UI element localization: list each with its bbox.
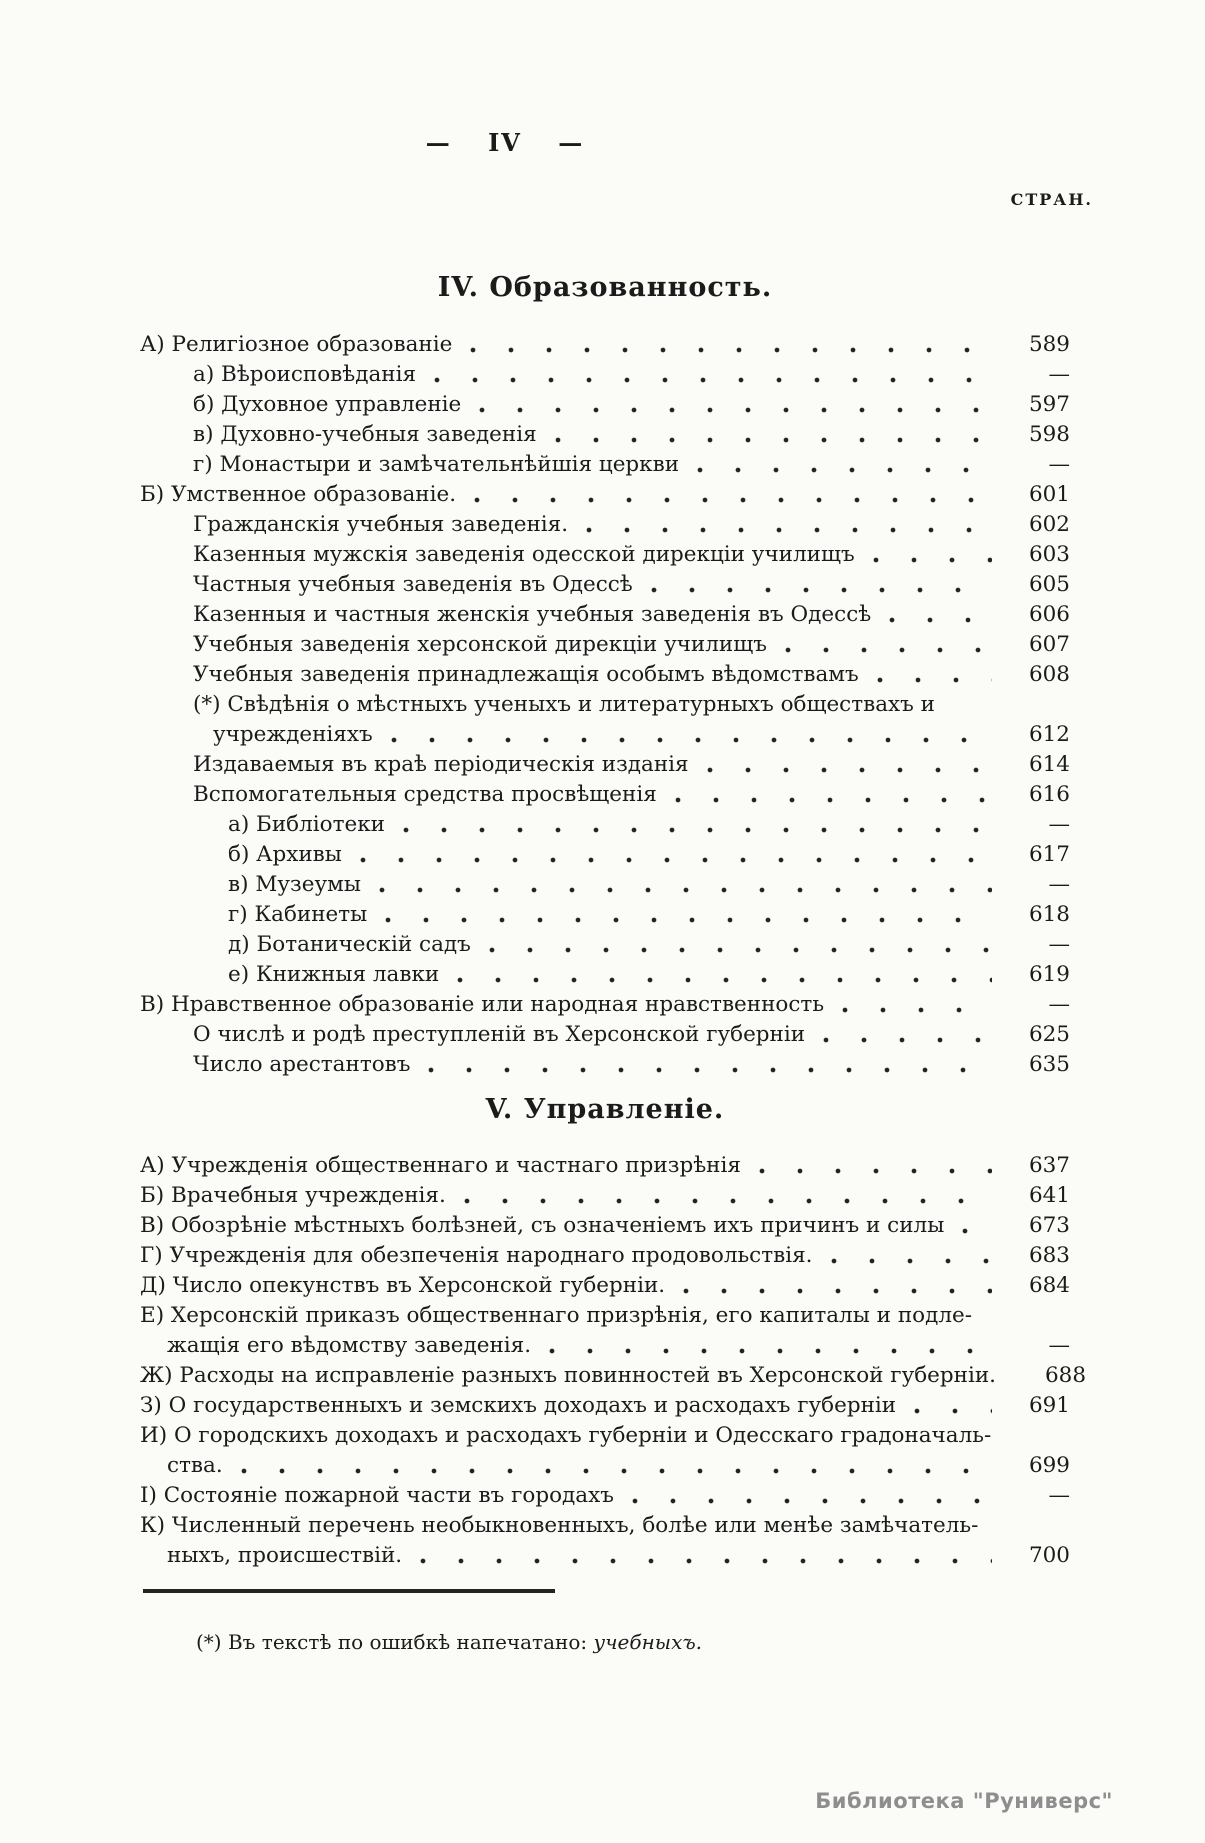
page-number: 602 xyxy=(1028,512,1070,537)
footnote-marker: (*) xyxy=(196,1630,228,1654)
page-number: — xyxy=(1048,362,1070,387)
toc-entry xyxy=(140,1511,1070,1541)
toc-entry xyxy=(140,990,1070,1020)
page-number: 605 xyxy=(1028,572,1070,597)
entry-label: Учебныя заведенія принадлежащія особымъ вѣдомствамъ xyxy=(193,662,859,687)
page-number: 607 xyxy=(1028,632,1070,657)
dot-leader xyxy=(468,497,992,503)
page-number: 589 xyxy=(1028,332,1070,357)
toc-entry xyxy=(140,720,1070,750)
entry-label: ныхъ, происшествій. xyxy=(167,1543,403,1568)
toc-entry xyxy=(140,840,1070,870)
entry-label: Б) Умственное образованіе. xyxy=(140,482,457,507)
entry-label: Е) Херсонскій приказъ общественнаго призрѣнія, его капиталы и подле- xyxy=(140,1303,972,1328)
entry-label: З) О государственныхъ и земскихъ доходахъ и расходахъ губерніи xyxy=(140,1393,897,1418)
toc-section-iv xyxy=(140,330,1070,1080)
footnote-text: Въ текстѣ по ошибкѣ напечатано: xyxy=(227,1630,594,1654)
toc-entry xyxy=(140,570,1070,600)
toc-entry xyxy=(140,450,1070,480)
dot-leader xyxy=(825,1258,993,1264)
entry-label: Учебныя заведенія херсонской дирекціи училищъ xyxy=(193,632,767,657)
dot-leader xyxy=(883,617,992,623)
entry-label: К) Численный перечень необыкновенныхъ, болѣе или менѣе замѣчатель- xyxy=(140,1513,979,1538)
toc-entry xyxy=(140,600,1070,630)
toc-entry xyxy=(140,810,1070,840)
page-number: — xyxy=(1048,932,1070,957)
page-number: 619 xyxy=(1028,962,1070,987)
dot-leader xyxy=(691,467,992,473)
footnote xyxy=(196,1630,702,1654)
toc-entry xyxy=(140,330,1070,360)
dot-leader xyxy=(464,347,992,353)
entry-label: Б) Врачебныя учрежденія. xyxy=(140,1183,446,1208)
page-number: — xyxy=(1048,1333,1070,1358)
entry-label: Ж) Расходы на исправленіе разныхъ повинностей въ Херсонской губерніи. xyxy=(140,1363,997,1388)
toc-entry xyxy=(140,780,1070,810)
dot-leader xyxy=(354,857,992,863)
page-number: 699 xyxy=(1028,1453,1070,1478)
page-number: 637 xyxy=(1028,1153,1070,1178)
entry-label: Число арестантовъ xyxy=(193,1052,411,1077)
toc-entry xyxy=(140,1541,1070,1571)
toc-entry xyxy=(140,870,1070,900)
entry-label: в) Духовно-учебныя заведенія xyxy=(193,422,537,447)
toc-entry xyxy=(140,1421,1070,1451)
entry-label: а) Библіотеки xyxy=(228,812,385,837)
entry-label: в) Музеумы xyxy=(228,872,361,897)
entry-label: Вспомогательныя средства просвѣщенія xyxy=(193,782,657,807)
toc-entry xyxy=(140,540,1070,570)
section-title-obrazovannost: IV. Образованность. xyxy=(437,272,773,303)
toc-entry xyxy=(140,1211,1070,1241)
entry-label: жащія его вѣдомству заведенія. xyxy=(167,1333,532,1358)
dot-leader xyxy=(483,947,992,953)
page-number: 688 xyxy=(1044,1363,1087,1388)
dot-leader xyxy=(990,1528,992,1534)
entry-label: О числѣ и родѣ преступленій въ Херсонской губерніи xyxy=(193,1022,806,1047)
toc-entry xyxy=(140,1181,1070,1211)
toc-entry xyxy=(140,900,1070,930)
page-number: 598 xyxy=(1028,422,1070,447)
page-number: 700 xyxy=(1028,1543,1070,1568)
dot-leader xyxy=(984,1318,992,1324)
page-number: — xyxy=(1048,452,1070,477)
entry-label: Д) Число опекунствъ въ Херсонской губерніи. xyxy=(140,1273,666,1298)
dot-leader xyxy=(414,1558,992,1564)
page-number: 603 xyxy=(1028,542,1070,567)
entry-label: б) Духовное управленіе xyxy=(193,392,462,417)
entry-label: А) Религіозное образованіе xyxy=(140,332,453,357)
dot-leader xyxy=(956,1228,992,1234)
dot-leader xyxy=(645,587,992,593)
page-number: 618 xyxy=(1028,902,1070,927)
toc-entry xyxy=(140,660,1070,690)
dot-leader xyxy=(428,377,992,383)
entry-label: д) Ботаническій садъ xyxy=(228,932,471,957)
dot-leader xyxy=(458,1198,992,1204)
page-number: 616 xyxy=(1028,782,1070,807)
entry-label: Гражданскія учебныя заведенія. xyxy=(193,512,569,537)
library-watermark: Библиотека "Руниверс" xyxy=(815,1789,1113,1813)
toc-entry xyxy=(140,1481,1070,1511)
page-number: 614 xyxy=(1028,752,1070,777)
page-number: 625 xyxy=(1028,1022,1070,1047)
entry-label: І) Состояніе пожарной части въ городахъ xyxy=(140,1483,614,1508)
dot-leader xyxy=(908,1408,992,1414)
toc-entry xyxy=(140,960,1070,990)
pages-column-header: СТРАН. xyxy=(1010,190,1093,209)
toc-entry xyxy=(140,1301,1070,1331)
dot-leader xyxy=(543,1348,992,1354)
toc-entry xyxy=(140,390,1070,420)
entry-label: учрежденіяхъ xyxy=(213,722,373,747)
entry-label: ства. xyxy=(167,1453,223,1478)
page-number: 641 xyxy=(1028,1183,1070,1208)
dot-leader xyxy=(580,527,992,533)
dot-leader xyxy=(626,1498,992,1504)
entry-label: (*) Свѣдѣнія о мѣстныхъ ученыхъ и литературныхъ обществахъ и xyxy=(193,692,936,717)
dot-leader xyxy=(373,887,992,893)
page-number: 612 xyxy=(1028,722,1070,747)
entry-label: Г) Учрежденія для обезпеченія народнаго продовольствія. xyxy=(140,1243,813,1268)
toc-entry xyxy=(140,510,1070,540)
entry-label: г) Кабинеты xyxy=(228,902,368,927)
dot-leader xyxy=(836,1007,992,1013)
page-number: 635 xyxy=(1028,1052,1070,1077)
page-number: 673 xyxy=(1028,1213,1070,1238)
entry-label: А) Учрежденія общественнаго и частнаго призрѣнія xyxy=(140,1153,741,1178)
dot-leader xyxy=(871,677,992,683)
dot-leader xyxy=(385,737,992,743)
page-number: 691 xyxy=(1028,1393,1070,1418)
toc-entry xyxy=(140,1241,1070,1271)
toc-entry xyxy=(140,1151,1070,1181)
footnote-divider xyxy=(143,1589,555,1593)
section-title-upravlenie: V. Управленіе. xyxy=(485,1094,725,1125)
page-number-header: — IV — xyxy=(425,128,585,157)
entry-label: а) Вѣроисповѣданія xyxy=(193,362,417,387)
dot-leader xyxy=(379,917,992,923)
toc-entry xyxy=(140,1451,1070,1481)
entry-label: Казенныя и частныя женскія учебныя заведенія въ Одессѣ xyxy=(193,602,872,627)
toc-section-v xyxy=(140,1151,1087,1571)
page-number: — xyxy=(1048,992,1070,1017)
dot-leader xyxy=(677,1288,992,1294)
entry-label: Казенныя мужскія заведенія одесской дирекціи училищъ xyxy=(193,542,855,567)
dot-leader xyxy=(779,647,992,653)
dot-leader xyxy=(451,977,992,983)
toc-entry xyxy=(140,420,1070,450)
toc-entry xyxy=(140,1391,1070,1421)
toc-entry xyxy=(140,930,1070,960)
entry-label: Частныя учебныя заведенія въ Одессѣ xyxy=(193,572,633,597)
entry-label: б) Архивы xyxy=(228,842,342,867)
dot-leader xyxy=(235,1468,992,1474)
page-number: 617 xyxy=(1028,842,1070,867)
page-number: 606 xyxy=(1028,602,1070,627)
toc-entry xyxy=(140,690,1070,720)
page-number: — xyxy=(1048,1483,1070,1508)
page-number: 684 xyxy=(1028,1273,1070,1298)
page-number: 597 xyxy=(1028,392,1070,417)
dot-leader xyxy=(669,797,992,803)
toc-entry xyxy=(140,360,1070,390)
entry-label: В) Нравственное образованіе или народная нравственность xyxy=(140,992,825,1017)
dot-leader xyxy=(817,1037,992,1043)
dot-leader xyxy=(422,1067,992,1073)
entry-label: И) О городскихъ доходахъ и расходахъ губерніи и Одесскаго градоначаль- xyxy=(140,1423,992,1448)
dot-leader xyxy=(701,767,992,773)
toc-entry xyxy=(140,1331,1070,1361)
dot-leader xyxy=(867,557,992,563)
dot-leader xyxy=(947,707,992,713)
toc-entry xyxy=(140,1271,1070,1301)
footnote-italic-word: учебныхъ. xyxy=(593,1630,703,1654)
page-number: — xyxy=(1048,872,1070,897)
toc-entry xyxy=(140,1361,1087,1391)
entry-label: е) Книжныя лавки xyxy=(228,962,440,987)
toc-entry xyxy=(140,480,1070,510)
dot-leader xyxy=(473,407,992,413)
entry-label: Издаваемыя въ краѣ періодическія изданія xyxy=(193,752,689,777)
page-number: — xyxy=(1048,812,1070,837)
toc-entry xyxy=(140,1050,1070,1080)
dot-leader xyxy=(549,437,992,443)
toc-entry xyxy=(140,1020,1070,1050)
toc-entry xyxy=(140,630,1070,660)
toc-entry xyxy=(140,750,1070,780)
page-number: 601 xyxy=(1028,482,1070,507)
dot-leader xyxy=(753,1168,992,1174)
dot-leader xyxy=(397,827,992,833)
page-number: 683 xyxy=(1028,1243,1070,1268)
page-number: 608 xyxy=(1028,662,1070,687)
entry-label: В) Обозрѣніе мѣстныхъ болѣзней, съ означеніемъ ихъ причинъ и силы xyxy=(140,1213,945,1238)
entry-label: г) Монастыри и замѣчательнѣйшія церкви xyxy=(193,452,680,477)
